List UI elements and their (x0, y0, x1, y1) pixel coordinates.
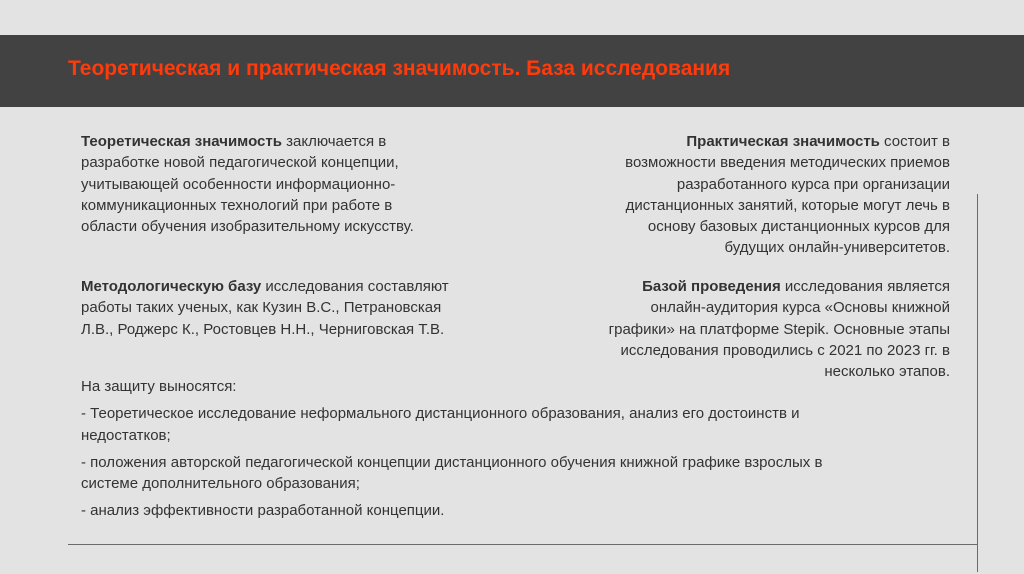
practice-text-4: дистанционных занятий, которые могут лечь в (625, 196, 950, 214)
practice-text-3: разработанного курса при организации (676, 175, 950, 193)
defense-item-1-line-2: недостатков; (81, 426, 171, 444)
base-text-2: онлайн-аудитория курса «Основы книжной (650, 299, 950, 317)
method-text-3: Л.В., Роджерс К., Ростовцев Н.Н., Черниговская Т.В. (81, 320, 445, 338)
defense-item-1 (81, 403, 961, 446)
defense-item-2 (81, 452, 961, 495)
practice-text-5: основу базовых дистанционных курсов для (647, 218, 950, 236)
defense-theses-block (81, 376, 961, 522)
method-text-1: исследования составляют (261, 278, 449, 295)
theory-line-1 (81, 131, 481, 152)
practice-text-2: возможности введения методических приемов (625, 154, 950, 172)
defense-item-2-line-2: системе дополнительного образования; (81, 475, 360, 493)
theory-text-1: заключается в (281, 133, 387, 150)
research-base-block (540, 276, 950, 382)
base-text-5: несколько этапов. (824, 363, 950, 381)
base-text-1: исследования является (780, 278, 950, 295)
slide-title: Теоретическая и практическая значимость. База исследования (68, 57, 731, 80)
methodological-base-block (81, 276, 511, 340)
defense-item-1-line-1: - Теоретическое исследование неформального дистанционного образования, анализ его достоинств и (81, 405, 800, 423)
base-text-3: графики» на платформе Stepik. Основные этапы (608, 320, 950, 338)
method-text-2: работы таких ученых, как Кузин В.С., Петрановская (81, 299, 442, 317)
theory-text-5: области обучения изобразительному искусству. (81, 218, 414, 236)
defense-item-3 (81, 500, 961, 521)
vertical-divider (977, 194, 978, 572)
base-line-1 (540, 276, 950, 297)
theory-text-2: разработке новой педагогической концепции, (81, 154, 399, 172)
method-bold: Методологическую базу (81, 278, 262, 295)
practice-line-1 (540, 131, 950, 152)
defense-item-3-line-1: - анализ эффективности разработанной концепции. (81, 502, 445, 520)
practice-text-6: будущих онлайн-университетов. (724, 239, 950, 257)
method-line-1 (81, 276, 511, 297)
horizontal-divider (68, 544, 978, 545)
theoretical-significance-block (81, 131, 481, 237)
practical-significance-block (540, 131, 950, 259)
defense-item-2-line-1: - положения авторской педагогической концепции дистанционного обучения книжной графике взрослых в (81, 453, 823, 471)
base-bold: Базой проведения (642, 278, 781, 295)
theory-text-3: учитывающей особенности информационно- (81, 175, 396, 193)
base-text-4: исследования проводились с 2021 по 2023 гг. в (620, 341, 950, 359)
practice-text-1: состоит в (879, 133, 950, 150)
theory-text-4: коммуникационных технологий при работе в (81, 196, 393, 214)
defense-heading: На защиту выносятся: (81, 378, 237, 395)
theory-bold: Теоретическая значимость (81, 133, 282, 150)
practice-bold: Практическая значимость (686, 133, 880, 150)
